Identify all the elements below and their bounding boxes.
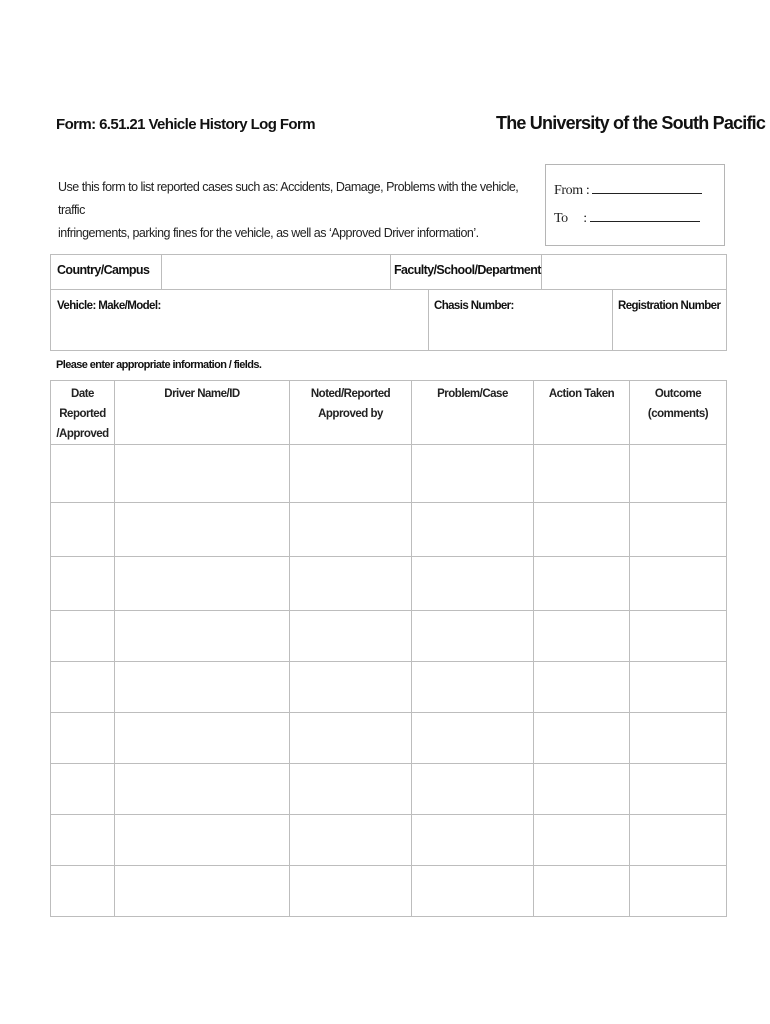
col-outcome-line-1: Outcome [654, 388, 702, 400]
log-cell-problem[interactable] [412, 713, 534, 764]
log-cell-action[interactable] [534, 866, 630, 917]
log-cell-date[interactable] [51, 557, 115, 611]
to-blank-line[interactable] [590, 209, 700, 222]
log-cell-noted[interactable] [290, 503, 412, 557]
col-driver-name [115, 381, 290, 445]
chasis-number-cell[interactable] [429, 290, 613, 351]
log-row [51, 764, 727, 815]
log-row [51, 662, 727, 713]
log-cell-problem[interactable] [412, 815, 534, 866]
log-cell-driver[interactable] [115, 713, 290, 764]
col-date-line-1: Date [71, 388, 94, 400]
log-cell-outcome[interactable] [630, 815, 727, 866]
from-blank-line[interactable] [592, 181, 702, 194]
log-cell-outcome[interactable] [630, 662, 727, 713]
log-cell-date[interactable] [51, 445, 115, 503]
vehicle-make-model-label: Vehicle: Make/Model: [57, 300, 161, 312]
log-cell-noted[interactable] [290, 445, 412, 503]
log-row [51, 557, 727, 611]
log-cell-driver[interactable] [115, 764, 290, 815]
log-cell-problem[interactable] [412, 557, 534, 611]
chasis-number-label: Chasis Number: [434, 300, 514, 312]
log-cell-outcome[interactable] [630, 713, 727, 764]
instructions-line-2: infringements, parking fines for the vehicle, as well as ‘Approved Driver information’. [58, 226, 479, 240]
log-row [51, 815, 727, 866]
col-noted-line-1: Noted/Reported [310, 388, 391, 400]
log-cell-date[interactable] [51, 866, 115, 917]
faculty-label-cell [391, 255, 542, 290]
log-cell-action[interactable] [534, 557, 630, 611]
log-cell-noted[interactable] [290, 815, 412, 866]
log-cell-problem[interactable] [412, 611, 534, 662]
log-cell-driver[interactable] [115, 662, 290, 713]
log-cell-date[interactable] [51, 662, 115, 713]
log-cell-driver[interactable] [115, 445, 290, 503]
log-cell-action[interactable] [534, 611, 630, 662]
log-cell-date[interactable] [51, 713, 115, 764]
log-cell-problem[interactable] [412, 503, 534, 557]
log-cell-noted[interactable] [290, 764, 412, 815]
log-cell-problem[interactable] [412, 445, 534, 503]
col-noted-reported [290, 381, 412, 445]
log-cell-driver[interactable] [115, 557, 290, 611]
log-cell-action[interactable] [534, 445, 630, 503]
from-field[interactable] [554, 181, 702, 199]
instructions-line-1: Use this form to list reported cases such as: Accidents, Damage, Problems with the vehicle, traffic [58, 180, 519, 217]
log-cell-problem[interactable] [412, 866, 534, 917]
col-action-label: Action Taken [548, 388, 615, 400]
log-cell-outcome[interactable] [630, 866, 727, 917]
col-date-line-2: Reported [59, 408, 106, 420]
to-label: To : [554, 211, 587, 226]
log-header-row [51, 381, 727, 445]
log-row [51, 866, 727, 917]
vehicle-make-model-cell[interactable] [51, 290, 429, 351]
registration-number-cell[interactable] [613, 290, 727, 351]
log-row [51, 611, 727, 662]
log-cell-action[interactable] [534, 764, 630, 815]
faculty-input[interactable] [542, 255, 727, 290]
log-body [51, 445, 727, 917]
vehicle-table [50, 289, 727, 351]
university-name: The University of the South Pacific [496, 113, 766, 133]
log-cell-action[interactable] [534, 713, 630, 764]
log-cell-driver[interactable] [115, 503, 290, 557]
log-cell-driver[interactable] [115, 611, 290, 662]
log-row [51, 503, 727, 557]
col-problem-label: Problem/Case [437, 388, 508, 400]
log-cell-outcome[interactable] [630, 764, 727, 815]
col-action-taken [534, 381, 630, 445]
registration-number-label: Registration Number [618, 300, 721, 312]
log-cell-driver[interactable] [115, 866, 290, 917]
instructions [58, 176, 528, 245]
log-cell-driver[interactable] [115, 815, 290, 866]
log-cell-outcome[interactable] [630, 557, 727, 611]
log-cell-outcome[interactable] [630, 611, 727, 662]
log-cell-noted[interactable] [290, 662, 412, 713]
from-label: From : [554, 183, 590, 198]
country-campus-input[interactable] [162, 255, 391, 290]
country-campus-label: Country/Campus [57, 263, 150, 277]
col-driver-label: Driver Name/ID [164, 388, 240, 400]
col-outcome [630, 381, 727, 445]
instruction-note: Please enter appropriate information / fields. [56, 359, 262, 371]
log-cell-action[interactable] [534, 662, 630, 713]
log-cell-date[interactable] [51, 611, 115, 662]
vehicle-log-table [50, 380, 727, 917]
to-field[interactable] [554, 209, 700, 227]
log-cell-date[interactable] [51, 815, 115, 866]
log-cell-date[interactable] [51, 764, 115, 815]
log-cell-noted[interactable] [290, 866, 412, 917]
log-cell-action[interactable] [534, 503, 630, 557]
col-noted-line-2: Approved by [318, 408, 383, 420]
log-cell-outcome[interactable] [630, 503, 727, 557]
log-cell-outcome[interactable] [630, 445, 727, 503]
campus-table [50, 254, 727, 290]
country-campus-label-cell [51, 255, 162, 290]
col-problem-case [412, 381, 534, 445]
log-cell-noted[interactable] [290, 611, 412, 662]
col-outcome-line-2: (comments) [647, 408, 709, 420]
col-date-reported [51, 381, 115, 445]
log-cell-problem[interactable] [412, 662, 534, 713]
form-title: Form: 6.51.21 Vehicle History Log Form [56, 116, 315, 133]
col-date-line-3: /Approved [56, 428, 109, 440]
log-cell-action[interactable] [534, 815, 630, 866]
date-range-box [545, 164, 725, 246]
log-cell-problem[interactable] [412, 764, 534, 815]
log-cell-noted[interactable] [290, 713, 412, 764]
log-row [51, 713, 727, 764]
faculty-label: Faculty/School/Department [394, 263, 541, 277]
log-cell-noted[interactable] [290, 557, 412, 611]
log-row [51, 445, 727, 503]
log-cell-date[interactable] [51, 503, 115, 557]
